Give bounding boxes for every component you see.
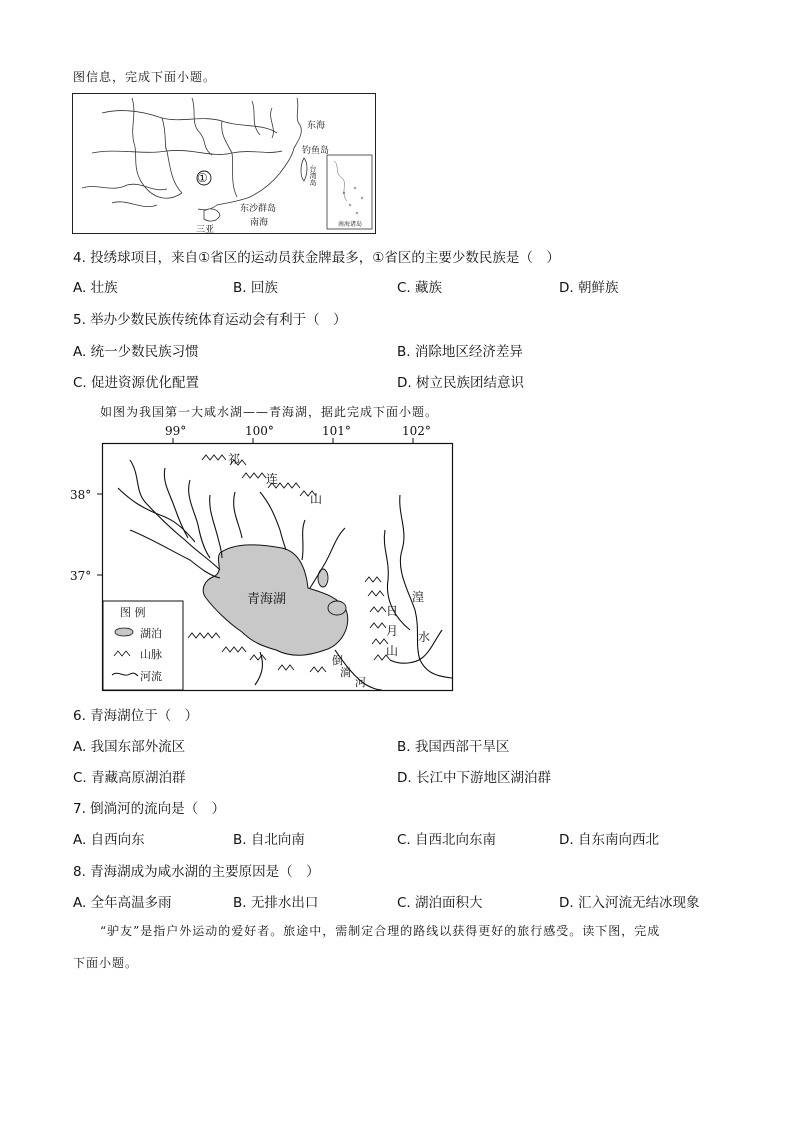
huangshui-char-2: 水: [418, 630, 431, 644]
intro-text-travel-cont: 下面小题。: [73, 956, 139, 970]
label-diaoyudao: 钓鱼岛: [302, 146, 330, 156]
qilian-char-1: 祁: [228, 452, 241, 466]
q7-option-c[interactable]: C. 自西北向东南: [397, 832, 497, 848]
q4-option-a[interactable]: A. 壮族: [73, 280, 118, 296]
q6-option-b[interactable]: B. 我国西部干旱区: [397, 739, 510, 755]
label-taiwan: 台湾岛: [309, 165, 317, 186]
label-sanya: 三亚: [196, 225, 215, 235]
question-6: 6. 青海湖位于（ ）: [73, 708, 199, 724]
qinghai-lake-map: [70, 420, 470, 700]
q5-option-d[interactable]: D. 树立民族团结意识: [397, 375, 524, 391]
daotang-char-2: 淌: [340, 666, 351, 679]
question-4: 4. 投绣球项目，来自①省区的运动员获金牌最多，①省区的主要少数民族是（ ）: [73, 250, 560, 266]
q4-option-b[interactable]: B. 回族: [233, 280, 278, 296]
q6-option-a[interactable]: A. 我国东部外流区: [73, 739, 186, 755]
intro-text: 图信息，完成下面小题。: [73, 70, 217, 84]
qilian-char-3: 山: [310, 492, 323, 506]
q5-option-b[interactable]: B. 消除地区经济差异: [397, 344, 523, 360]
legend-mountain: 山脉: [140, 648, 162, 661]
qilian-char-2: 连: [266, 472, 279, 486]
q7-option-b[interactable]: B. 自北向南: [233, 832, 305, 848]
label-donghai: 东海: [307, 121, 326, 131]
q4-option-d[interactable]: D. 朝鲜族: [559, 280, 619, 296]
question-8: 8. 青海湖成为咸水湖的主要原因是（ ）: [73, 864, 320, 880]
label-inset: 南海诸岛: [338, 221, 363, 228]
q8-option-c[interactable]: C. 湖泊面积大: [397, 895, 483, 911]
label-nanhai: 南海: [250, 218, 269, 228]
q6-option-c[interactable]: C. 青藏高原湖泊群: [73, 770, 186, 786]
lon-101: 101°: [322, 424, 351, 438]
lon-102: 102°: [402, 424, 431, 438]
q8-option-a[interactable]: A. 全年高温多雨: [73, 895, 172, 911]
legend-river: 河流: [140, 670, 162, 683]
lake-label: 青海湖: [247, 592, 287, 607]
legend-lake: 湖泊: [140, 627, 162, 640]
q5-option-a[interactable]: A. 统一少数民族习惯: [73, 344, 199, 360]
riyue-char-1: 日: [386, 604, 399, 618]
q5-option-c[interactable]: C. 促进资源优化配置: [73, 375, 200, 391]
daotang-char-3: 河: [355, 676, 366, 689]
riyue-char-3: 山: [386, 644, 399, 658]
q8-option-d[interactable]: D. 汇入河流无结冰现象: [559, 895, 700, 911]
lon-99: 99°: [165, 424, 187, 438]
q7-option-a[interactable]: A. 自西向东: [73, 832, 145, 848]
q4-option-c[interactable]: C. 藏族: [397, 280, 443, 296]
q7-option-d[interactable]: D. 自东南向西北: [559, 832, 659, 848]
daotang-char-1: 倒: [332, 654, 343, 667]
intro-text-travel: “驴友”是指户外运动的爱好者。旅途中，需制定合理的路线以获得更好的旅行感受。读下图，完成: [100, 924, 661, 938]
legend-title: 图 例: [120, 606, 146, 619]
riyue-char-2: 月: [386, 624, 399, 638]
lat-38: 38°: [70, 488, 92, 502]
question-5: 5. 举办少数民族传统体育运动会有利于（ ）: [73, 312, 347, 328]
label-dongsha: 东沙群岛: [240, 204, 277, 214]
question-7: 7. 倒淌河的流向是（ ）: [73, 801, 226, 817]
lat-37: 37°: [70, 569, 92, 583]
province-marker: ①: [197, 171, 208, 185]
south-china-map: [72, 93, 376, 238]
intro-text-qinghai: 如图为我国第一大咸水湖——青海湖，据此完成下面小题。: [100, 405, 439, 419]
huangshui-char-1: 湟: [412, 590, 425, 604]
q6-option-d[interactable]: D. 长江中下游地区湖泊群: [397, 770, 551, 786]
lon-100: 100°: [245, 424, 274, 438]
q8-option-b[interactable]: B. 无排水出口: [233, 895, 319, 911]
